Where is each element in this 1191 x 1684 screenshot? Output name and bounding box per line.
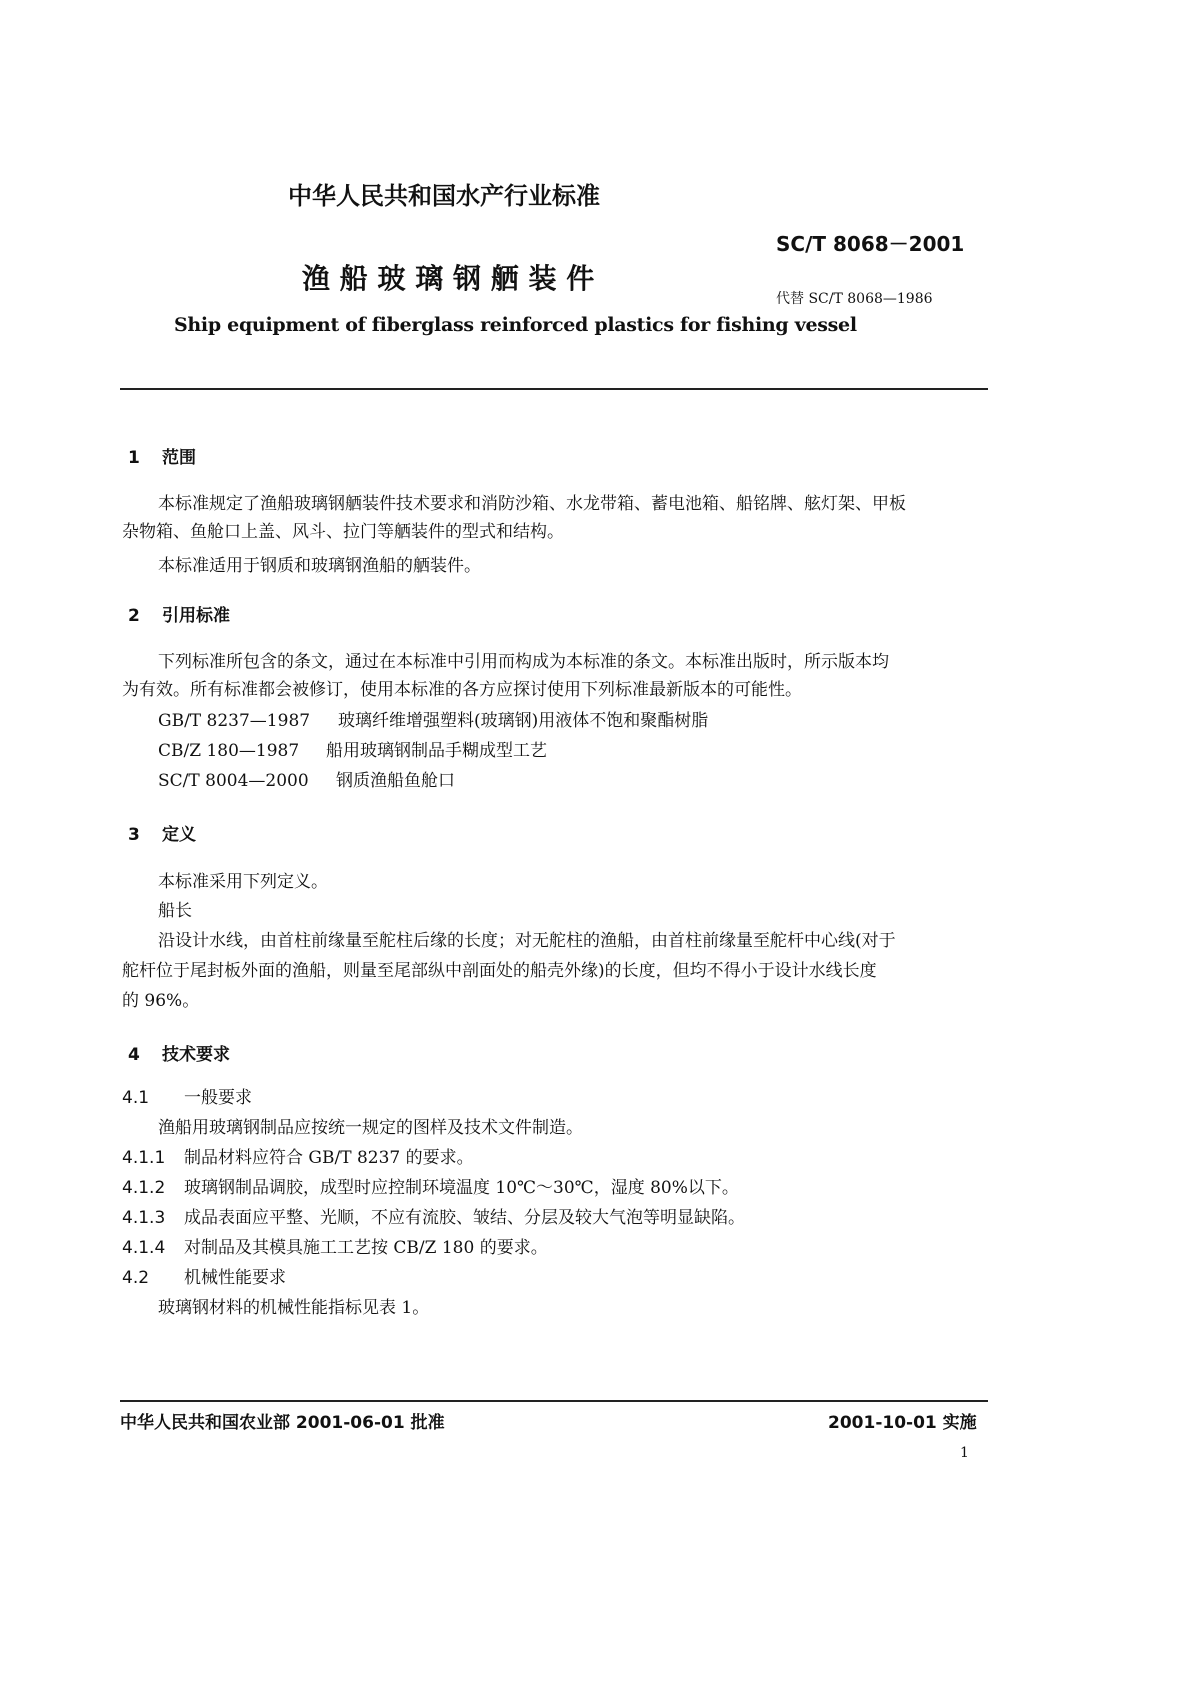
clause-number: 4.1.2 bbox=[122, 1178, 166, 1198]
clause-item bbox=[122, 1208, 745, 1228]
header-divider bbox=[120, 388, 988, 390]
clause-item bbox=[122, 1178, 739, 1198]
reference-item bbox=[158, 711, 708, 731]
clause-number: 4.1.1 bbox=[122, 1148, 166, 1168]
reference-name: 船用玻璃钢制品手糊成型工艺 bbox=[326, 741, 547, 761]
section-number: 4 bbox=[128, 1045, 140, 1065]
reference-name: 钢质渔船鱼舱口 bbox=[336, 771, 455, 791]
clause-text: 渔船用玻璃钢制品应按统一规定的图样及技术文件制造。 bbox=[158, 1118, 583, 1138]
clause-4-1 bbox=[122, 1088, 252, 1108]
clause-text: 对制品及其模具施工工艺按 CB/Z 180 的要求。 bbox=[184, 1238, 548, 1258]
clause-4-2 bbox=[122, 1268, 286, 1288]
paragraph: 本标准适用于钢质和玻璃钢渔船的舾装件。 bbox=[158, 556, 481, 576]
document-title-cn: 渔 船 玻 璃 钢 舾 装 件 bbox=[302, 262, 595, 295]
clause-item bbox=[122, 1148, 474, 1168]
clause-number: 4.1.4 bbox=[122, 1238, 166, 1258]
definition-line: 舵杆位于尾封板外面的渔船，则量至尾部纵中剖面处的船壳外缘)的长度，但均不得小于设计水线长度 bbox=[122, 961, 877, 981]
definition-line: 的 96%。 bbox=[122, 991, 200, 1011]
paragraph-line: 下列标准所包含的条文，通过在本标准中引用而构成为本标准的条文。本标准出版时，所示版本均 bbox=[158, 652, 889, 672]
reference-code: GB/T 8237—1987 bbox=[158, 711, 311, 731]
standard-number: SC/T 8068－2001 bbox=[776, 232, 965, 256]
page-number: 1 bbox=[960, 1445, 969, 1461]
clause-title: 机械性能要求 bbox=[184, 1268, 286, 1288]
reference-item bbox=[158, 771, 455, 791]
clause-item bbox=[122, 1238, 548, 1258]
definition-term: 船长 bbox=[158, 901, 192, 921]
clause-text: 制品材料应符合 GB/T 8237 的要求。 bbox=[184, 1148, 474, 1168]
section-2-heading bbox=[128, 601, 230, 626]
approval-statement: 中华人民共和国农业部 2001-06-01 批准 bbox=[120, 1413, 445, 1433]
effective-date: 2001-10-01 实施 bbox=[828, 1413, 977, 1433]
section-4-heading bbox=[128, 1040, 230, 1065]
clause-title: 一般要求 bbox=[184, 1088, 252, 1108]
issuing-body-title: 中华人民共和国水产行业标准 bbox=[288, 182, 600, 210]
clause-text: 玻璃钢材料的机械性能指标见表 1。 bbox=[158, 1298, 430, 1318]
reference-item bbox=[158, 741, 547, 761]
reference-code: SC/T 8004—2000 bbox=[158, 771, 309, 791]
document-title-en: Ship equipment of fiberglass reinforced plastics for fishing vessel bbox=[174, 314, 857, 336]
footer-divider bbox=[120, 1400, 988, 1402]
section-title: 引用标准 bbox=[162, 606, 230, 626]
section-number: 1 bbox=[128, 448, 140, 468]
clause-text: 成品表面应平整、光顺，不应有流胶、皱结、分层及较大气泡等明显缺陷。 bbox=[184, 1208, 745, 1228]
section-number: 3 bbox=[128, 825, 140, 845]
paragraph: 本标准采用下列定义。 bbox=[158, 872, 328, 892]
clause-number: 4.1 bbox=[122, 1088, 150, 1108]
definition-line: 沿设计水线，由首柱前缘量至舵柱后缘的长度；对无舵柱的渔船，由首柱前缘量至舵杆中心线(对于 bbox=[158, 931, 896, 951]
reference-code: CB/Z 180—1987 bbox=[158, 741, 300, 761]
section-title: 范围 bbox=[162, 448, 196, 468]
clause-text: 玻璃钢制品调胶，成型时应控制环境温度 10℃～30℃，湿度 80%以下。 bbox=[184, 1178, 739, 1198]
paragraph-line: 杂物箱、鱼舱口上盖、风斗、拉门等舾装件的型式和结构。 bbox=[122, 522, 564, 542]
section-title: 技术要求 bbox=[162, 1045, 230, 1065]
replaces-standard: 代替 SC/T 8068—1986 bbox=[776, 291, 933, 307]
clause-number: 4.1.3 bbox=[122, 1208, 166, 1228]
paragraph-line: 本标准规定了渔船玻璃钢舾装件技术要求和消防沙箱、水龙带箱、蓄电池箱、船铭牌、舷灯架、甲板 bbox=[158, 494, 906, 514]
reference-name: 玻璃纤维增强塑料(玻璃钢)用液体不饱和聚酯树脂 bbox=[338, 711, 709, 731]
paragraph-line: 为有效。所有标准都会被修订，使用本标准的各方应探讨使用下列标准最新版本的可能性。 bbox=[122, 680, 802, 700]
clause-number: 4.2 bbox=[122, 1268, 150, 1288]
section-title: 定义 bbox=[162, 825, 196, 845]
section-number: 2 bbox=[128, 606, 140, 626]
section-3-heading bbox=[128, 820, 196, 845]
section-1-heading bbox=[128, 443, 196, 468]
